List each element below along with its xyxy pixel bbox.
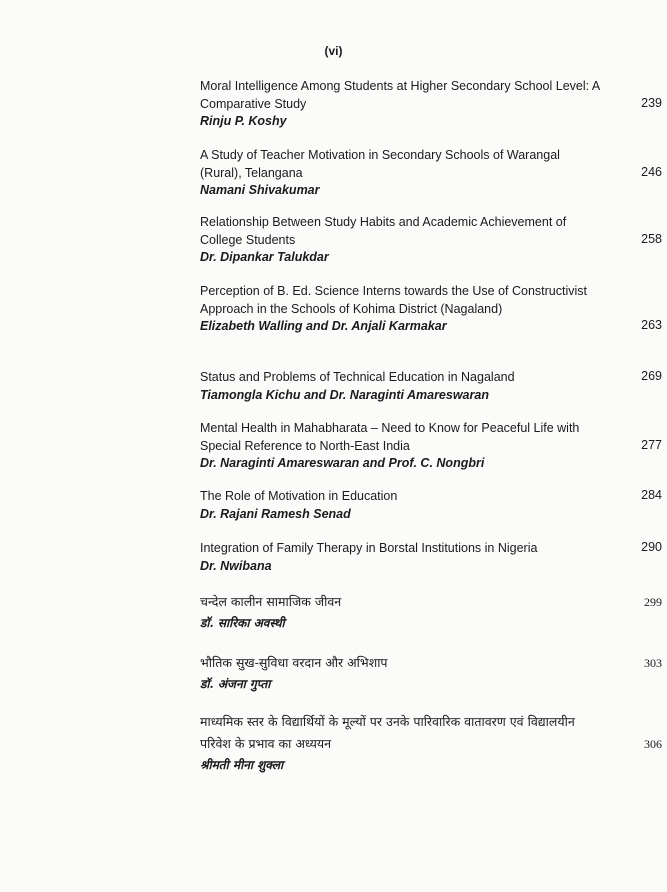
entry-author: Dr. Naraginti Amareswaran and Prof. C. Nongbri — [200, 456, 485, 470]
toc-entry — [200, 78, 662, 131]
entry-title: Perception of B. Ed. Science Interns towards the Use of Constructivist Approach in the Schools of Kohima District (Nagaland) — [200, 284, 587, 316]
entry-title: माध्यमिक स्तर के विद्यार्थियों के मूल्यों पर उनके पारिवारिक वातावरण एवं विद्यालयीन परिवेश के प्रभाव का अध्ययन — [200, 714, 575, 751]
entry-author: Elizabeth Walling and Dr. Anjali Karmakar — [200, 319, 447, 333]
entry-title: The Role of Motivation in Education — [200, 489, 398, 503]
entry-author: Namani Shivakumar — [200, 183, 320, 197]
entry-title: Relationship Between Study Habits and Academic Achievement of College Students — [200, 215, 567, 247]
entry-author: Tiamongla Kichu and Dr. Naraginti Amareswaran — [200, 387, 489, 402]
entry-page: 269 — [641, 369, 662, 383]
page-number-label: (vi) — [324, 44, 343, 58]
toc-entry — [200, 214, 662, 267]
entry-title: Mental Health in Mahabharata – Need to Know for Peaceful Life with Special Reference to North-East India — [200, 421, 580, 453]
entry-page: 299 — [644, 595, 662, 609]
entry-title: Integration of Family Therapy in Borstal Institutions in Nigeria — [200, 541, 538, 555]
toc-entry — [200, 488, 662, 523]
entry-page: 246 — [641, 165, 662, 179]
entry-author: Dr. Nwibana — [200, 558, 272, 573]
entry-page: 303 — [644, 656, 662, 670]
toc-entry — [200, 283, 662, 336]
entry-title: भौतिक सुख-सुविधा वरदान और अभिशाप — [200, 655, 388, 670]
entry-author: Dr. Dipankar Talukdar — [200, 250, 329, 264]
entry-title: चन्देल कालीन सामाजिक जीवन — [200, 594, 342, 609]
entry-author: डॉ. अंजना गुप्ता — [200, 677, 271, 691]
entry-author: श्रीमती मीना शुक्ला — [200, 758, 284, 772]
entry-page: 277 — [641, 438, 662, 452]
toc-entry — [200, 711, 662, 775]
toc-entry — [200, 420, 662, 473]
entry-page: 306 — [644, 737, 662, 751]
entry-title: A Study of Teacher Motivation in Secondary Schools of Warangal (Rural), Telangana — [200, 148, 560, 180]
entry-page: 258 — [641, 232, 662, 246]
toc-entry — [200, 369, 662, 404]
entry-author: डॉ. सारिका अवस्थी — [200, 616, 285, 630]
entry-title: Moral Intelligence Among Students at Higher Secondary School Level: A Comparative Study — [200, 79, 600, 111]
toc-entry — [200, 591, 662, 633]
entry-author: Dr. Rajani Ramesh Senad — [200, 506, 351, 521]
entry-page: 284 — [641, 488, 662, 502]
entry-page: 239 — [641, 96, 662, 110]
toc-entry — [200, 652, 662, 694]
toc-entry — [200, 147, 662, 200]
entry-page: 290 — [641, 540, 662, 554]
entry-title: Status and Problems of Technical Education in Nagaland — [200, 370, 515, 384]
toc-entry — [200, 540, 662, 575]
entry-page: 263 — [641, 318, 662, 332]
entry-author: Rinju P. Koshy — [200, 114, 287, 128]
